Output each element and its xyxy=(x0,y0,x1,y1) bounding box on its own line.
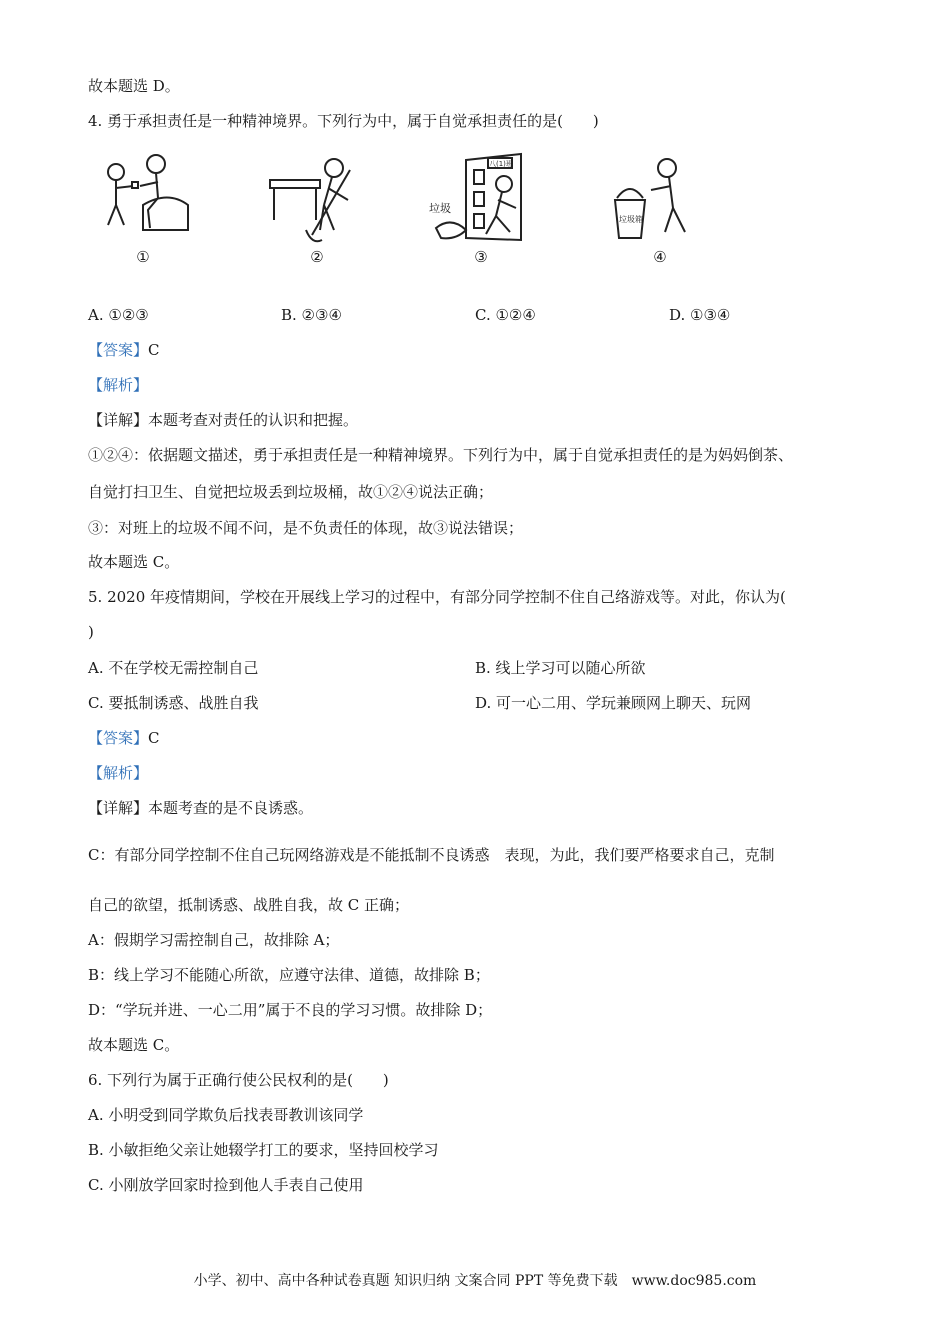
detail-text: 本题考查的是不良诱惑。 xyxy=(148,799,314,817)
q3-conclusion: 故本题选 D。 xyxy=(88,77,180,95)
q5-option-a: A. 不在学校无需控制自己 xyxy=(88,659,259,677)
figure-3-number: ③ xyxy=(474,248,488,266)
q4-analysis-tag: 【解析】 xyxy=(88,376,149,394)
q4-explanation-line: ③：对班上的垃圾不闻不问，是不负责任的体现，故③说法错误； xyxy=(88,519,524,537)
q5-detail xyxy=(88,798,313,818)
q4-option-c: C. ①②④ xyxy=(475,306,536,324)
figure-1-number: ① xyxy=(136,248,150,266)
q6-stem: 6. 下列行为属于正确行使公民权利的是( ) xyxy=(88,1071,389,1089)
q4-detail xyxy=(88,410,358,430)
q4-answer xyxy=(88,340,160,360)
child-ignoring-trash-illustration xyxy=(426,150,536,250)
q5-explanation-line: B：线上学习不能随心所欲，应遵守法律、道德，故排除 B； xyxy=(88,966,490,984)
q6-option-c: C. 小刚放学回家时捡到他人手表自己使用 xyxy=(88,1176,364,1194)
q5-option-b: B. 线上学习可以随心所欲 xyxy=(475,659,646,677)
figure-1 xyxy=(88,150,198,270)
q4-stem: 4. 勇于承担责任是一种精神境界。下列行为中，属于自觉承担责任的是( ) xyxy=(88,112,599,130)
detail-tag: 【详解】 xyxy=(88,799,149,817)
q4-option-a: A. ①②③ xyxy=(88,306,149,324)
detail-tag: 【详解】 xyxy=(88,411,149,429)
q5-explanation-line: A：假期学习需控制自己，故排除 A； xyxy=(88,931,340,949)
q4-explanation-line: 自觉打扫卫生、自觉把垃圾丢到垃圾桶，故①②④说法正确； xyxy=(88,483,494,501)
q5-stem: 5. 2020 年疫情期间，学校在开展线上学习的过程中，有部分同学控制不住自己络游戏等。对此，你认为( xyxy=(88,588,786,606)
figure-4 xyxy=(605,150,715,270)
answer-value: C xyxy=(148,341,160,359)
trash-label: 垃圾 xyxy=(429,202,451,215)
page-footer: 小学、初中、高中各种试卷真题 知识归纳 文案合同 PPT 等免费下载 www.doc985.com xyxy=(193,1273,757,1289)
q6-option-b: B. 小敏拒绝父亲让她辍学打工的要求，坚持回校学习 xyxy=(88,1141,439,1159)
bin-label: 垃圾箱 xyxy=(619,215,643,224)
q4-option-b: B. ②③④ xyxy=(281,306,342,324)
q4-option-d: D. ①③④ xyxy=(669,306,731,324)
q5-conclusion: 故本题选 C。 xyxy=(88,1036,180,1054)
answer-value: C xyxy=(148,729,160,747)
answer-tag: 【答案】 xyxy=(88,341,149,359)
q5-explanation-line: C：有部分同学控制不住自己玩网络游戏是不能抵制不良诱惑 表现，为此，我们要严格要求自己，克制 xyxy=(88,846,775,864)
q5-option-c: C. 要抵制诱惑、战胜自我 xyxy=(88,694,259,712)
q5-explanation-line: 自己的欲望，抵制诱惑、战胜自我，故 C 正确； xyxy=(88,896,410,914)
figure-2-number: ② xyxy=(310,248,324,266)
child-throwing-trash-illustration xyxy=(605,150,715,250)
q5-analysis-tag: 【解析】 xyxy=(88,764,149,782)
figure-4-number: ④ xyxy=(653,248,667,266)
q5-option-d: D. 可一心二用、学玩兼顾网上聊天、玩网 xyxy=(475,694,752,712)
answer-tag: 【答案】 xyxy=(88,729,149,747)
q5-explanation-line: D：“学玩并进、一心二用”属于不良的学习习惯。故排除 D； xyxy=(88,1001,493,1019)
q4-conclusion: 故本题选 C。 xyxy=(88,553,180,571)
q4-explanation-line: ①②④：依据题文描述，勇于承担责任是一种精神境界。下列行为中，属于自觉承担责任的是为妈妈倒茶、 xyxy=(88,446,794,464)
q6-option-a: A. 小明受到同学欺负后找表哥教训该同学 xyxy=(88,1106,364,1124)
figure-3 xyxy=(426,150,536,270)
child-sweeping-illustration xyxy=(262,150,372,250)
q5-answer xyxy=(88,728,160,748)
detail-text: 本题考查对责任的认识和把握。 xyxy=(148,411,359,429)
child-serving-tea-illustration xyxy=(88,150,198,250)
q5-stem-continued: ) xyxy=(88,623,94,641)
figure-2 xyxy=(262,150,372,270)
door-sign-label: 八(1)班 xyxy=(489,160,513,168)
